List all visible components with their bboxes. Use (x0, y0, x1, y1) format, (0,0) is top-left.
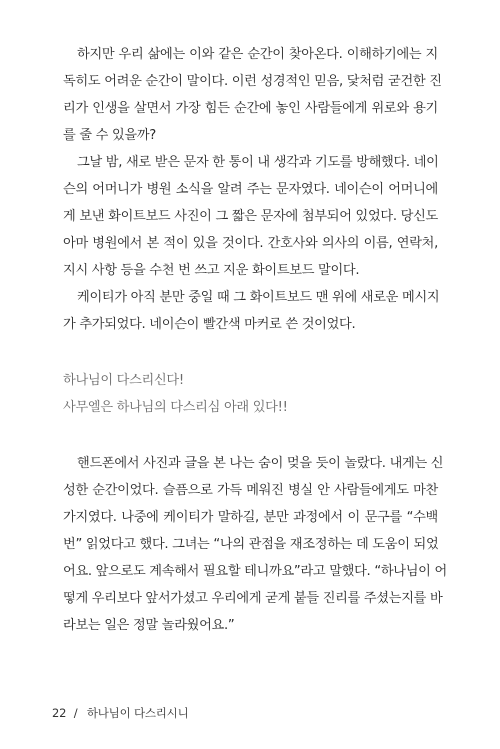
paragraph-3 (63, 284, 438, 338)
text-line: 가 추가되었다. 네이슨이 빨간색 마커로 쓴 것이었다. (63, 317, 356, 332)
text-line: 리가 인생을 살면서 가장 힘든 순간에 놓인 사람들에게 위로와 용기 (63, 101, 438, 116)
quote-line: 하나님이 다스리신다! (63, 373, 184, 388)
text-line: 하지만 우리 삶에는 이와 같은 순간이 찾아온다. 이해하기에는 지 (77, 47, 438, 62)
text-line: 핸드폰에서 사진과 글을 본 나는 숨이 멎을 듯이 놀랐다. 내게는 신 (77, 456, 444, 471)
footer-separator: / (73, 706, 78, 720)
page-footer (52, 705, 189, 721)
text-line: 독히도 어려운 순간이 말이다. 이런 성경적인 믿음, 닻처럼 굳건한 진 (63, 74, 442, 89)
text-line: 를 줄 수 있을까? (63, 128, 157, 143)
text-line: 가지였다. 나중에 케이티가 말하길, 분만 과정에서 이 문구를 “수백 (63, 510, 438, 525)
text-line: 슨의 어머니가 병원 소식을 알려 주는 문자였다. 네이슨이 어머니에 (63, 182, 438, 197)
text-line: 게 보낸 화이트보드 사진이 그 짧은 문자에 첨부되어 있었다. 당신도 (63, 209, 438, 224)
text-line: 그날 밤, 새로 받은 문자 한 통이 내 생각과 기도를 방해했다. 네이 (77, 155, 439, 170)
text-line: 떻게 우리보다 앞서가셨고 우리에게 굳게 붙들 진리를 주셨는지를 바 (63, 591, 443, 606)
whiteboard-quote (63, 367, 438, 421)
quote-line: 사무엘은 하나님의 다스리심 아래 있다!! (63, 400, 288, 415)
paragraph-4 (63, 450, 447, 639)
page-number: 22 (52, 706, 67, 720)
text-line: 라보는 일은 정말 놀라웠어요.” (63, 618, 235, 633)
running-title: 하나님이 다스리시니 (86, 706, 189, 720)
text-line: 성한 순간이었다. 슬픔으로 가득 메워진 병실 안 사람들에게도 마찬 (63, 483, 438, 498)
text-line: 번” 읽었다고 했다. 그녀는 “나의 관점을 재조정하는 데 도움이 되었 (63, 537, 439, 552)
paragraph-2 (63, 149, 438, 284)
text-line: 아마 병원에서 본 적이 있을 것이다. 간호사와 의사의 이름, 연락처, (63, 236, 438, 251)
paragraph-1 (63, 41, 442, 149)
text-line: 지시 사항 등을 수천 번 쓰고 지운 화이트보드 말이다. (63, 263, 360, 278)
text-line: 어요. 앞으로도 계속해서 필요할 테니까요”라고 말했다. “하나님이 어 (63, 564, 447, 579)
text-line: 케이티가 아직 분만 중일 때 그 화이트보드 맨 위에 새로운 메시지 (77, 290, 440, 305)
